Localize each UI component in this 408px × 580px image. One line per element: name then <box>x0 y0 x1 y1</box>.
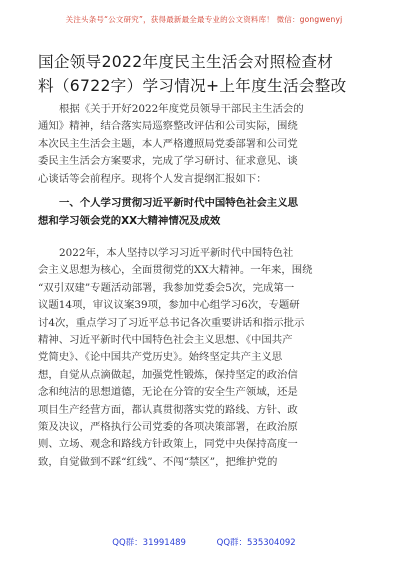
footer-qq-group-1: QQ群：31991489 <box>112 538 186 548</box>
body-line: 精神、习近平新时代中国特色社会主义思想、《中国共产 <box>38 334 293 347</box>
body-line: 党简史》、《论中国共产党历史》。始终坚定共产主义思 <box>38 351 283 364</box>
intro-line: 委民主生活会方案要求，完成了学习研讨、征求意见、谈 <box>38 155 298 168</box>
footer-qq-group-2: QQ群：535304092 <box>216 538 296 548</box>
document-title <box>38 50 378 98</box>
body-line: 项目生产经营方面，都认真贯彻落实党的路线、方针、政 <box>38 403 298 416</box>
body-line: 2022年，本人坚持以学习习近平新时代中国特色社 <box>59 247 294 259</box>
body-line: 讨4次，重点学习了习近平总书记各次重要讲话和指示批示 <box>38 316 305 329</box>
intro-paragraph <box>38 101 372 188</box>
intro-line: 心谈话等会前程序。现将个人发言提纲汇报如下： <box>38 172 267 185</box>
title-line-2: 料（6722字）学习情况+上年度生活会整改 <box>38 77 347 95</box>
intro-line: 根据《关于开好2022年度党员领导干部民主生活会的 <box>59 103 304 115</box>
body-line: 念和纯洁的思想道德，无论在分管的安全生产领域，还是 <box>38 386 298 399</box>
top-banner: 关注头条号“公文研究”，获得最新最全最专业的公文资料库！ 微信：gongwenyj <box>65 15 343 24</box>
intro-line: 本次民主生活会主题，本人严格遵照局党委部署和公司党 <box>38 137 298 150</box>
body-paragraph <box>38 245 372 471</box>
body-line: 会主义思想为核心，全面贯彻党的XX大精神。一年来，围绕 <box>38 264 313 277</box>
intro-line: 通知》精神，结合落实局巡察整改评估和公司实际，围绕 <box>38 120 298 133</box>
body-line: 议题14项，审议议案39项，参加中心组学习6次，专题研 <box>38 299 300 312</box>
section-heading-line: 想和学习领会党的XX大精神情况及成效 <box>38 215 221 227</box>
section-heading-1 <box>38 194 372 230</box>
body-line: 则、立场、观念和路线方针政策上，同党中央保持高度一 <box>38 438 298 451</box>
section-heading-line: 一、个人学习贯彻习近平新时代中国特色社会主义思 <box>59 197 298 209</box>
title-line-1: 国企领导2022年度民主生活会对照检查材 <box>38 53 334 71</box>
body-line: 想，自觉从点滴做起，加强党性锻炼，保持坚定的政治信 <box>38 368 298 381</box>
body-line: 策及决议，严格执行公司党委的各项决策部署，在政治原 <box>38 421 298 434</box>
body-line: 致，自觉做到不踩“红线”、不闯“禁区”，把维护党的 <box>38 455 278 468</box>
footer <box>0 536 408 548</box>
body-line: “双引双建”专题活动部署，我参加党委会5次，完成第一 <box>38 281 295 294</box>
